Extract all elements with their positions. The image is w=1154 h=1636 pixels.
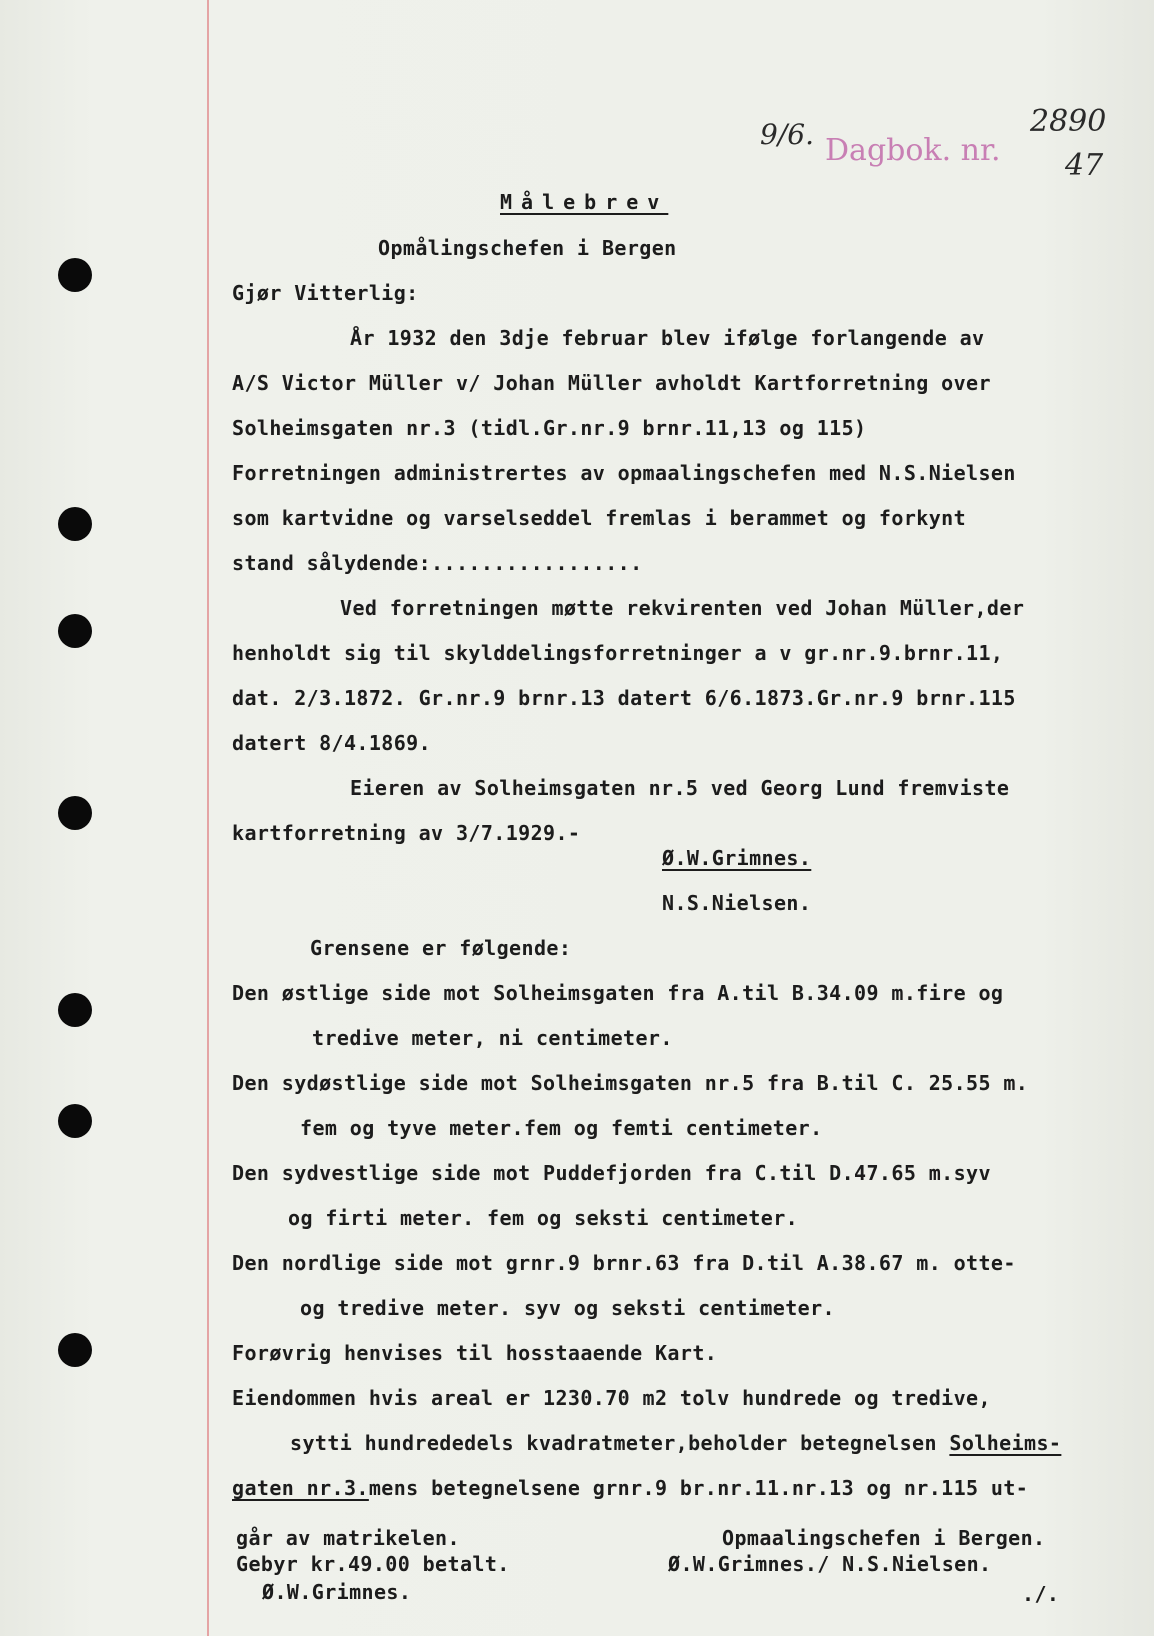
text-line: og firti meter. fem og seksti centimeter. bbox=[288, 1206, 799, 1230]
text-line: Den østlige side mot Solheimsgaten fra A.til B.34.09 m.fire og bbox=[232, 981, 1004, 1005]
text-line: År 1932 den 3dje februar blev ifølge forlangende av bbox=[350, 326, 985, 350]
office-signatures: Ø.W.Grimnes./ N.S.Nielsen. bbox=[668, 1552, 992, 1576]
signature-grimnes: Ø.W.Grimnes. bbox=[662, 846, 812, 870]
issuer: Opmålingschefen i Bergen bbox=[378, 236, 677, 260]
text-line: fem og tyve meter.fem og femti centimeter. bbox=[300, 1116, 823, 1140]
text-line: kartforretning av 3/7.1929.- bbox=[232, 821, 581, 845]
text-line: Forretningen administrertes av opmaalingschefen med N.S.Nielsen bbox=[232, 461, 1016, 485]
text-line: sytti hundrededels kvadratmeter,beholder betegnelsen Solheims- bbox=[290, 1431, 1062, 1455]
text-line: som kartvidne og varselseddel fremlas i berammet og forkynt bbox=[232, 506, 967, 530]
text-line: datert 8/4.1869. bbox=[232, 731, 432, 755]
office-line: Opmaalingschefen i Bergen. bbox=[722, 1526, 1046, 1550]
text-line: Forøvrig henvises til hosstaaende Kart. bbox=[232, 1341, 718, 1365]
text-line: gaten nr.3.mens betegnelsene grnr.9 br.nr.11.nr.13 og nr.115 ut- bbox=[232, 1476, 1029, 1500]
text-line: Solheimsgaten nr.3 (tidl.Gr.nr.9 brnr.11,13 og 115) bbox=[232, 416, 867, 440]
end-mark: ./. bbox=[1022, 1582, 1060, 1606]
text-line: Eiendommen hvis areal er 1230.70 m2 tolv hundrede og tredive, bbox=[232, 1386, 991, 1410]
text-line: Ved forretningen møtte rekvirenten ved Johan Müller,der bbox=[340, 596, 1025, 620]
punch-hole bbox=[58, 1104, 92, 1138]
dagbok-stamp: Dagbok. nr. bbox=[825, 133, 1001, 168]
text-line: A/S Victor Müller v/ Johan Müller avholdt Kartforretning over bbox=[232, 371, 991, 395]
margin-line bbox=[207, 0, 209, 1636]
borders-heading: Grensene er følgende: bbox=[310, 936, 572, 960]
text-line: stand sålydende:................. bbox=[232, 551, 643, 575]
fee-line: Gebyr kr.49.00 betalt. bbox=[236, 1552, 510, 1576]
punch-hole bbox=[58, 614, 92, 648]
handwritten-number: 2890 bbox=[1030, 104, 1107, 139]
handwritten-year: 47 bbox=[1065, 148, 1104, 183]
text-line: Den nordlige side mot grnr.9 brnr.63 fra D.til A.38.67 m. otte- bbox=[232, 1251, 1016, 1275]
text-line: tredive meter, ni centimeter. bbox=[312, 1026, 673, 1050]
text-line: Eieren av Solheimsgaten nr.5 ved Georg Lund fremviste bbox=[350, 776, 1010, 800]
handwritten-date: 9/6. bbox=[760, 118, 814, 151]
document-title: Målebrev bbox=[500, 190, 669, 214]
greeting: Gjør Vitterlig: bbox=[232, 281, 419, 305]
text-line: henholdt sig til skylddelingsforretninger a v gr.nr.9.brnr.11, bbox=[232, 641, 1004, 665]
text-line: og tredive meter. syv og seksti centimeter. bbox=[300, 1296, 835, 1320]
punch-hole bbox=[58, 796, 92, 830]
text-line: Den sydvestlige side mot Puddefjorden fra C.til D.47.65 m.syv bbox=[232, 1161, 991, 1185]
closing-line: går av matrikelen. bbox=[236, 1526, 460, 1550]
punch-hole bbox=[58, 993, 92, 1027]
punch-hole bbox=[58, 1333, 92, 1367]
text-line: Den sydøstlige side mot Solheimsgaten nr.5 fra B.til C. 25.55 m. bbox=[232, 1071, 1029, 1095]
punch-hole bbox=[58, 507, 92, 541]
fee-signature: Ø.W.Grimnes. bbox=[262, 1580, 412, 1604]
signature-nielsen: N.S.Nielsen. bbox=[662, 891, 812, 915]
punch-hole bbox=[58, 258, 92, 292]
text-line: dat. 2/3.1872. Gr.nr.9 brnr.13 datert 6/6.1873.Gr.nr.9 brnr.115 bbox=[232, 686, 1016, 710]
